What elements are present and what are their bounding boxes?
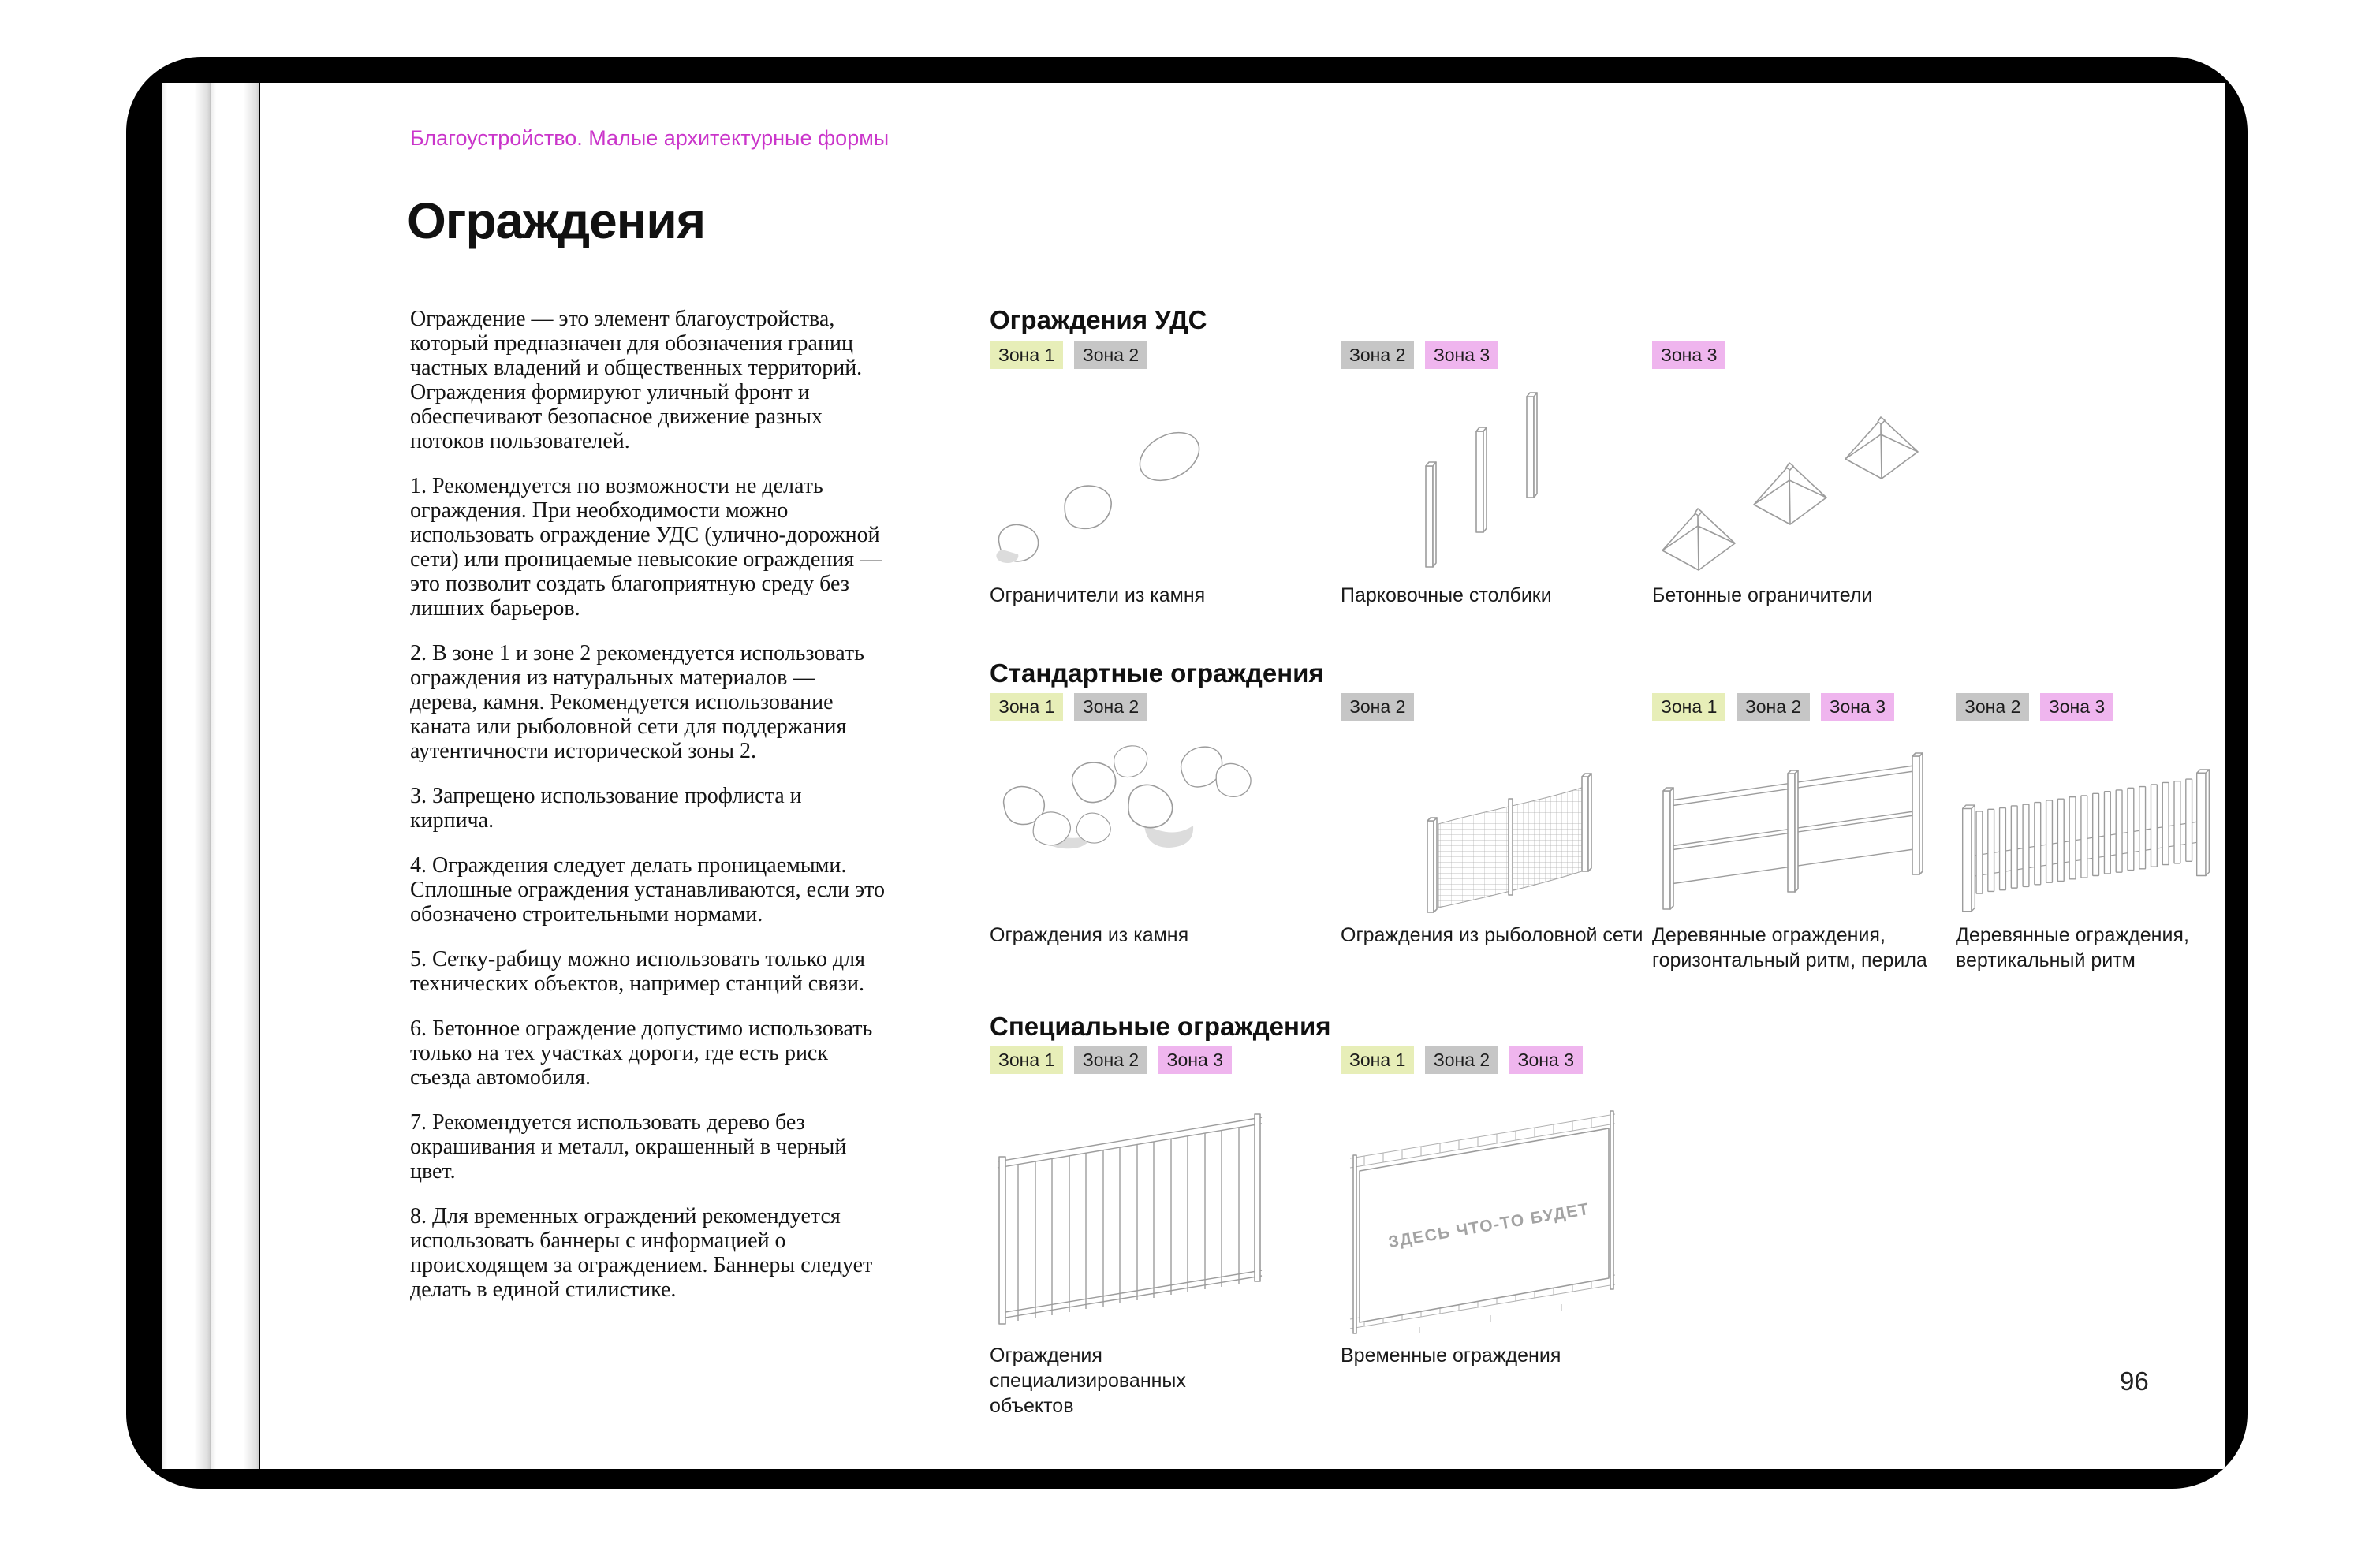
item-caption: Ограждения из камня [990, 924, 1189, 946]
item-caption: Деревянные ограждения, вертикальный ритм [1956, 924, 2189, 971]
item-specialized-fence [990, 1046, 1321, 1419]
page-edge-strip [162, 83, 211, 1469]
zone-tag: Зона 1 [990, 693, 1063, 721]
rule-paragraph-2: 2. В зоне 1 и зоне 2 рекомендуется использовать ограждения из натуральных материалов — дерева, камня. Рекомендуется использование каната или рыболовной сети для поддержания аутентичности исторической зоны 2. [410, 641, 864, 763]
zone-tag: Зона 3 [1821, 693, 1894, 721]
item-caption: Парковочные столбики [1341, 584, 1552, 606]
item-caption: Временные ограждения [1341, 1344, 1561, 1367]
page-number: 96 [2120, 1367, 2149, 1396]
zone-tag: Зона 3 [1509, 1046, 1583, 1074]
rule-paragraph-1: 1. Рекомендуется по возможности не делать ограждения. При необходимости можно использовать ограждение УДС (улично-дорожной сети) или проницаемые невысокие ограждения — это позволит создать благоприятную среду без лишних барьеров. [410, 474, 882, 621]
item-horizontal-wood-fence [1652, 693, 1944, 973]
zone-tag: Зона 2 [1341, 341, 1414, 369]
zone-tag: Зона 1 [1341, 1046, 1414, 1074]
item-caption: Деревянные ограждения, горизонтальный ритм, перила [1652, 924, 1927, 971]
item-caption: Ограничители из камня [990, 584, 1206, 606]
item-caption: Бетонные ограничители [1652, 584, 1873, 606]
zone-tags [1652, 341, 1944, 371]
zone-tag: Зона 1 [990, 341, 1063, 369]
book-cover-frame [126, 57, 2248, 1489]
item-caption: Ограждения из рыболовной сети [1341, 924, 1643, 946]
intro-paragraph: Ограждение — это элемент благоустройства, который предназначен для обозначения границ частных владений и общественных территорий. Ограждения формируют уличный фронт и обеспечивают безопасное движение разных потоков пользователей. [410, 307, 863, 453]
stones-illustration [990, 378, 1289, 575]
zone-tags [990, 341, 1321, 371]
zone-tags [1341, 341, 1672, 371]
zone-tag: Зона 3 [2040, 693, 2113, 721]
picket-fence-illustration [1956, 729, 2216, 915]
zone-tag: Зона 2 [1425, 1046, 1498, 1074]
zone-tags [990, 693, 1321, 723]
section-title-uds: Ограждения УДС [990, 305, 1207, 334]
rule-paragraph-7: 7. Рекомендуется использовать дерево без окрашивания и металл, окрашенный в черный цвет. [410, 1110, 847, 1184]
zone-tag: Зона 2 [1956, 693, 2029, 721]
zone-tag: Зона 3 [1425, 341, 1498, 369]
zone-tags [1956, 693, 2216, 723]
item-vertical-wood-fence [1956, 693, 2216, 973]
pyramids-illustration [1652, 378, 1952, 575]
zone-tag: Зона 2 [1737, 693, 1810, 721]
banner-fence-illustration [1341, 1083, 1640, 1335]
zone-tags [990, 1046, 1321, 1076]
rule-paragraph-5: 5. Сетку-рабицу можно использовать только для технических объектов, например станций связи. [410, 947, 865, 996]
zone-tag: Зона 1 [1652, 693, 1725, 721]
item-net-fence [1341, 693, 1672, 948]
zone-tag: Зона 3 [1652, 341, 1725, 369]
zone-tag: Зона 3 [1158, 1046, 1232, 1074]
bollards-illustration [1341, 378, 1640, 575]
zone-tags [1341, 693, 1672, 723]
item-parking-bollards [1341, 341, 1672, 608]
rule-paragraph-4: 4. Ограждения следует делать проницаемыми. Сплошные ограждения устанавливаются, если это обозначено строительными нормами. [410, 853, 885, 927]
item-temporary-fence [1341, 1046, 1672, 1368]
zone-tags [1652, 693, 1944, 723]
item-caption: Ограждения специализированных объектов [990, 1344, 1186, 1417]
banner-text: ЗДЕСЬ ЧТО-ТО БУДЕТ [1386, 1199, 1591, 1252]
page-edges [162, 83, 260, 1469]
breadcrumb: Благоустройство. Малые архитектурные формы [410, 126, 890, 150]
page-edge-strip [211, 83, 259, 1469]
net-fence-illustration [1341, 729, 1640, 915]
rule-paragraph-8: 8. Для временных ограждений рекомендуется использовать баннеры с информацией о происходящем за ограждением. Баннеры следует делать в единой стилистике. [410, 1204, 873, 1302]
article-text-column [410, 307, 887, 1322]
zone-tags [1341, 1046, 1672, 1076]
zone-tag: Зона 2 [1074, 341, 1147, 369]
item-stone-fence [990, 693, 1321, 948]
zone-tag: Зона 2 [1074, 1046, 1147, 1074]
rule-paragraph-6: 6. Бетонное ограждение допустимо использовать только на тех участках дороги, где есть риск съезда автомобиля. [410, 1016, 873, 1090]
item-concrete-limiters [1652, 341, 1944, 608]
section-title-special: Специальные ограждения [990, 1012, 1331, 1041]
stone-pile-illustration [990, 729, 1289, 915]
section-title-standard: Стандартные ограждения [990, 658, 1324, 688]
rail-fence-illustration [1652, 729, 1952, 915]
page-title: Ограждения [407, 192, 706, 249]
rule-paragraph-3: 3. Запрещено использование профлиста и кирпича. [410, 784, 802, 833]
item-stone-limiters [990, 341, 1321, 608]
page [260, 83, 2225, 1469]
zone-tag: Зона 2 [1341, 693, 1414, 721]
zone-tag: Зона 2 [1074, 693, 1147, 721]
bar-fence-illustration [990, 1083, 1289, 1335]
zone-tag: Зона 1 [990, 1046, 1063, 1074]
